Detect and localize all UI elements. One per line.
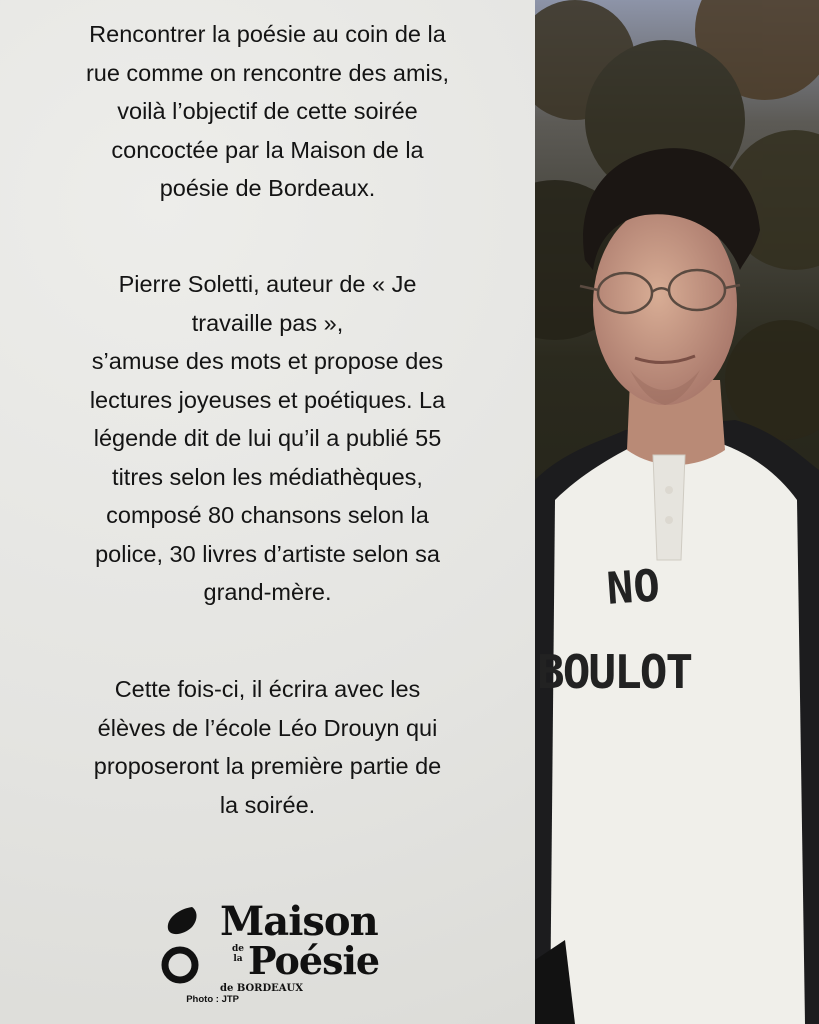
logo-de-la: de la xyxy=(231,944,245,964)
portrait-illustration xyxy=(535,0,819,1024)
logo-drop-icon xyxy=(158,905,206,985)
shirt-button xyxy=(665,486,673,494)
logo-bordeaux: de BORDEAUX xyxy=(220,983,304,994)
event-paragraph: Cette fois-ci, il écrira avec les élèves de l’école Léo Drouyn qui proposeront la première partie de la soirée. xyxy=(93,676,442,818)
shirt-text-no: NO xyxy=(605,560,662,615)
shirt-button xyxy=(665,516,673,524)
shirt-text-boulot: BOULOT xyxy=(537,645,692,699)
maison-de-la-poesie-logo xyxy=(158,900,408,1000)
portrait-photo xyxy=(535,0,819,1024)
logo-poesie: Poésie xyxy=(248,938,380,983)
shirt-placket xyxy=(653,455,685,560)
logo-maison: Maison xyxy=(220,898,378,945)
intro-paragraph: Rencontrer la poésie au coin de la rue comme on rencontre des amis, voilà l’objectif de cette soirée concoctée par la Maison de la poésie de Bordeaux. xyxy=(85,21,450,201)
author-paragraph: Pierre Soletti, auteur de « Je travaille pas », s’amuse des mots et propose des lectures joyeuses et poétiques. La légende dit de lui qu’il a publié 55 titres selon les médiathèques, composé 80 chansons selon la police, 30 livres d’artiste selon sa grand-mère. xyxy=(89,271,446,605)
photo-credit: Photo : JTP xyxy=(186,994,239,1005)
